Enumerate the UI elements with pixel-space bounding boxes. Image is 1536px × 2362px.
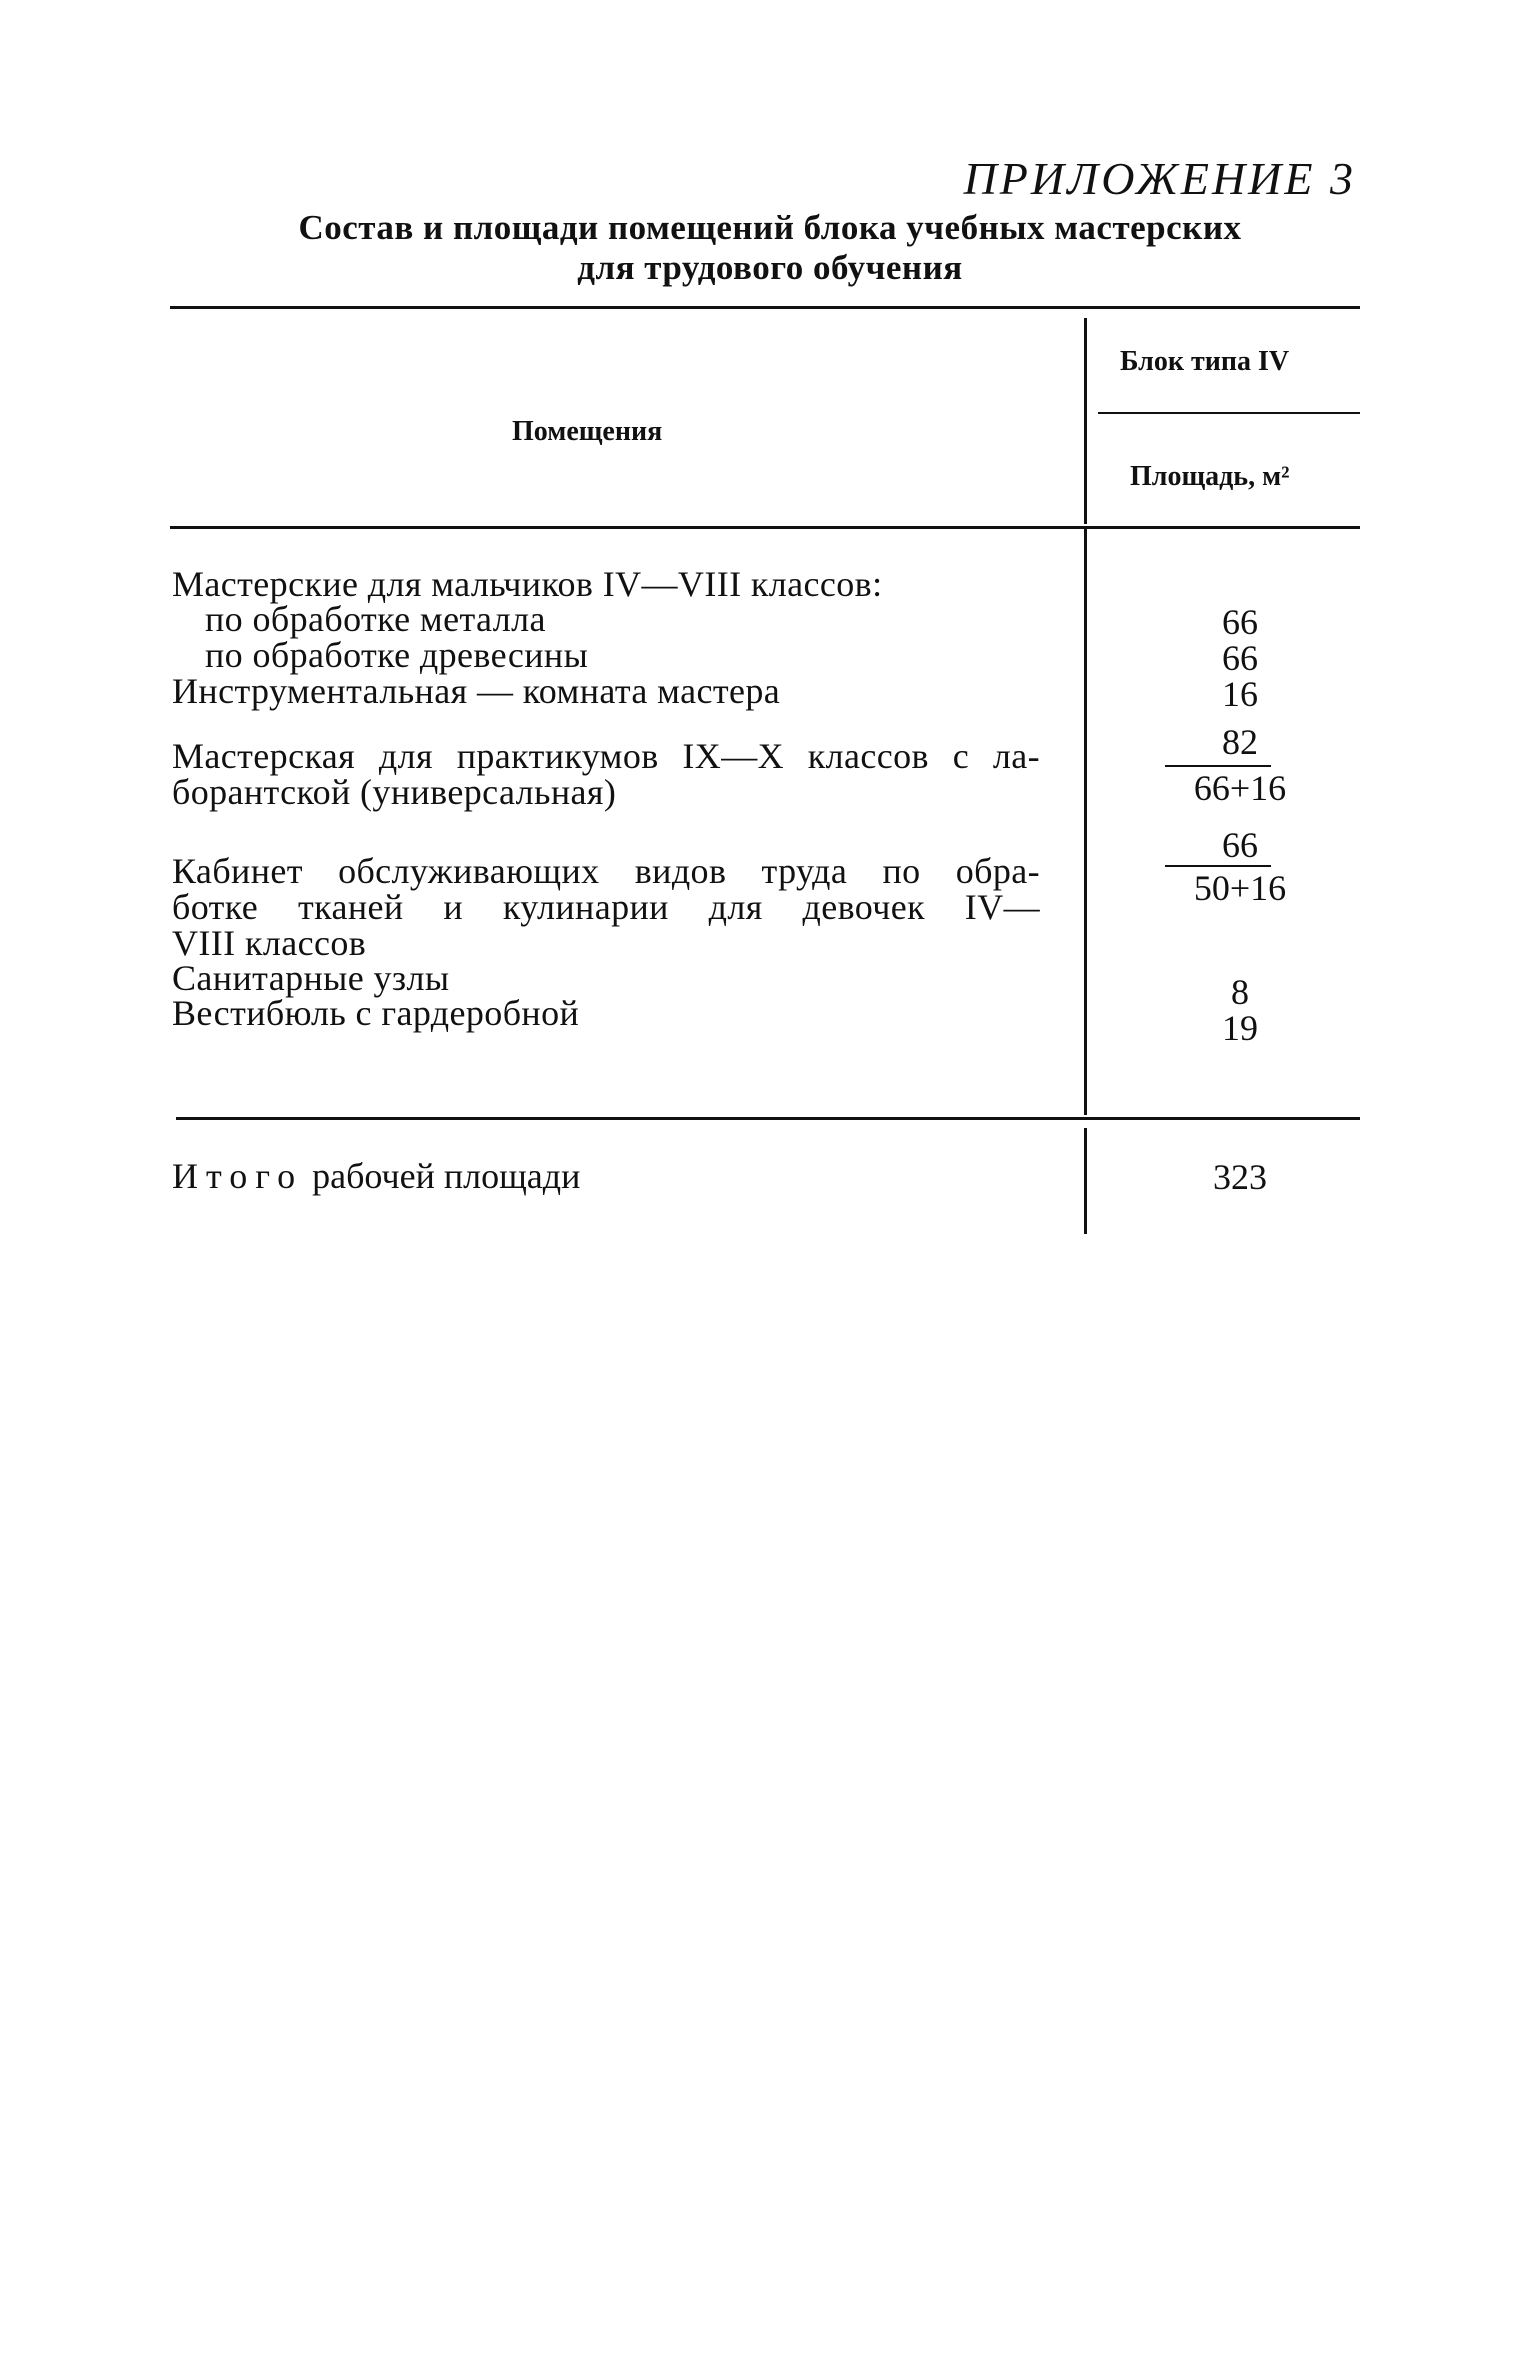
value-vestibule: 19 <box>1222 1008 1258 1048</box>
value-sanitary: 8 <box>1231 972 1249 1012</box>
practicum-fraction-bar <box>1165 765 1271 767</box>
header-block-type: Блок типа IV <box>1120 346 1290 377</box>
title-line-1: Состав и площади помещений блока учебных мастерских <box>298 208 1242 247</box>
total-column-divider <box>1084 1128 1087 1234</box>
header-rooms: Помещения <box>512 416 663 447</box>
total-top-rule <box>176 1117 1360 1120</box>
practicum-line-2: борантской (универсальная) <box>172 772 617 812</box>
value-practicum-total: 82 <box>1222 722 1258 762</box>
value-cabinet-total: 66 <box>1222 825 1258 865</box>
value-cabinet-split: 50+16 <box>1193 868 1287 908</box>
row-tool-room: Инструментальная — комната мастера <box>172 671 781 711</box>
total-label <box>172 1158 580 1194</box>
header-bottom-rule <box>170 526 1360 529</box>
value-wood: 66 <box>1222 638 1258 678</box>
body-column-divider <box>1084 528 1087 1115</box>
value-tool-room: 16 <box>1222 674 1258 714</box>
row-sanitary: Санитарные узлы <box>172 958 450 998</box>
row-wood: по обработке древесины <box>205 635 589 675</box>
practicum-line-1: Мастерская для практикумов IX—X классов с ла- <box>172 736 1040 776</box>
row-practicum <box>172 738 1040 810</box>
cabinet-line-1: Кабинет обслуживающих видов труда по обра- <box>172 851 1040 891</box>
row-workshops-boys: Мастерские для мальчиков IV—VIII классов: <box>172 564 883 604</box>
header-inner-rule <box>1098 412 1360 414</box>
header-column-divider <box>1084 318 1087 524</box>
row-vestibule: Вестибюль с гардеробной <box>172 993 580 1033</box>
row-metal: по обработке металла <box>205 599 546 639</box>
cabinet-line-3: VIII классов <box>172 923 367 963</box>
value-metal: 66 <box>1222 602 1258 642</box>
total-label-spaced: Итого <box>172 1156 304 1196</box>
cabinet-fraction-bar <box>1165 865 1271 867</box>
title-line-2: для трудового обучения <box>577 248 963 287</box>
row-cabinet <box>172 853 1040 961</box>
total-label-rest: рабочей площади <box>312 1156 581 1196</box>
table-top-rule <box>170 306 1360 309</box>
cabinet-line-2: ботке тканей и кулинарии для девочек IV— <box>172 887 1040 927</box>
total-value: 323 <box>1213 1157 1267 1197</box>
document-title <box>170 208 1370 288</box>
appendix-label: ПРИЛОЖЕНИЕ 3 <box>963 153 1356 204</box>
value-practicum-split: 66+16 <box>1193 768 1287 808</box>
header-area: Площадь, м² <box>1130 461 1290 492</box>
